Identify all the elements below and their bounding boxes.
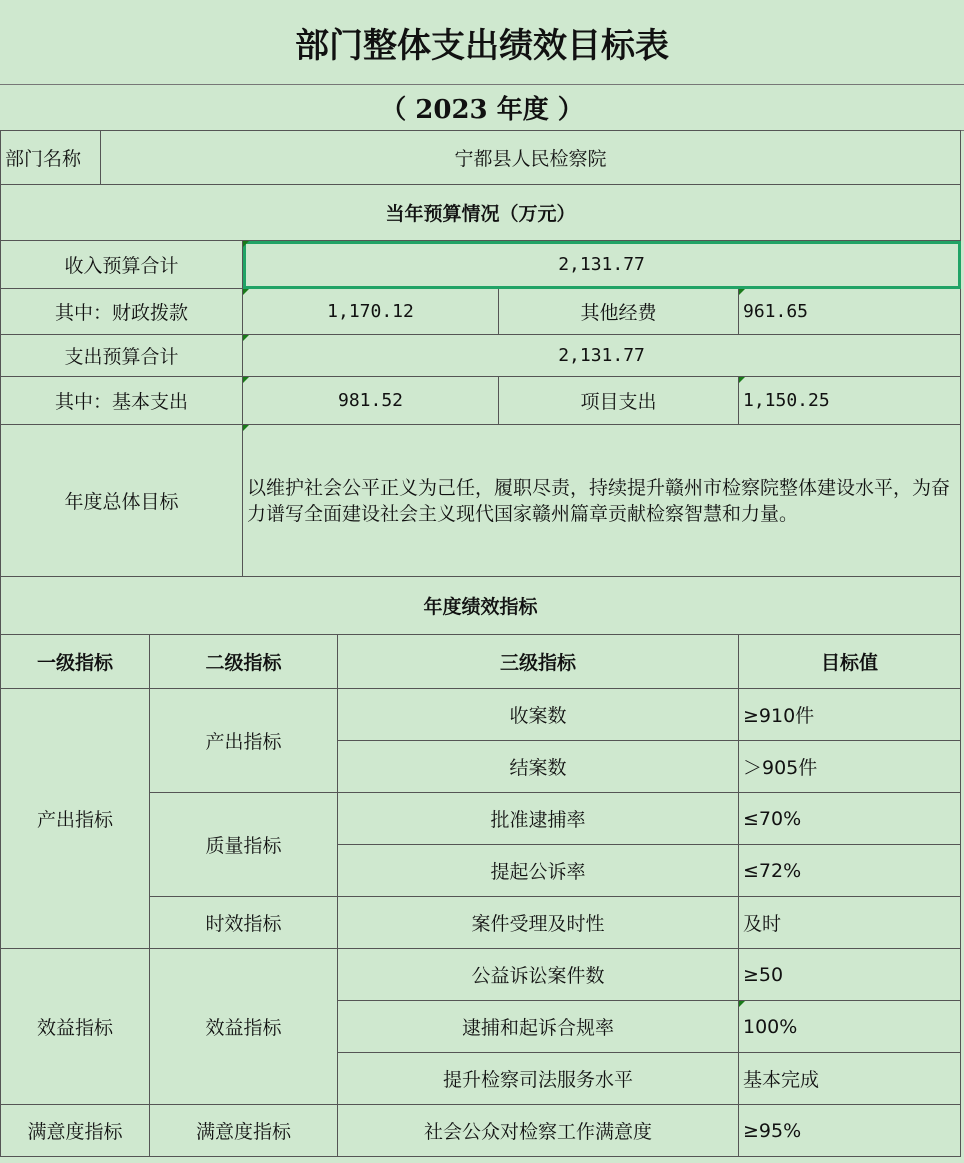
indicator-name[interactable]: 批准逮捕率 (338, 793, 739, 845)
fiscal-label[interactable]: 其中：财政拨款 (1, 289, 243, 335)
level1-benefit[interactable]: 效益指标 (1, 949, 150, 1105)
level1-satisfaction[interactable]: 满意度指标 (1, 1105, 150, 1157)
level2-satisfaction[interactable]: 满意度指标 (150, 1105, 338, 1157)
indicator-name[interactable]: 逮捕和起诉合规率 (338, 1001, 739, 1053)
budget-header[interactable]: 当年预算情况（万元） (1, 185, 961, 241)
expense-total-label[interactable]: 支出预算合计 (1, 335, 243, 377)
performance-table (0, 130, 961, 1157)
indicator-target[interactable]: 100% (739, 1001, 961, 1053)
indicator-name[interactable]: 结案数 (338, 741, 739, 793)
level2-time[interactable]: 时效指标 (150, 897, 338, 949)
year-subtitle: （ 2023 年度 ） (380, 94, 584, 125)
perf-header[interactable]: 年度绩效指标 (1, 577, 961, 635)
indicator-name[interactable]: 案件受理及时性 (338, 897, 739, 949)
indicator-target[interactable]: ≥50 (739, 949, 961, 1001)
indicator-target[interactable]: ＞905件 (739, 741, 961, 793)
project-value[interactable]: 1,150.25 (739, 377, 961, 425)
income-total-label[interactable]: 收入预算合计 (1, 241, 243, 289)
dept-label[interactable]: 部门名称 (1, 131, 101, 185)
level2-quality[interactable]: 质量指标 (150, 793, 338, 897)
indicator-target[interactable]: ≥95% (739, 1105, 961, 1157)
col-level3[interactable]: 三级指标 (338, 635, 739, 689)
indicator-name[interactable]: 社会公众对检察工作满意度 (338, 1105, 739, 1157)
project-label[interactable]: 项目支出 (499, 377, 739, 425)
level1-output[interactable]: 产出指标 (1, 689, 150, 949)
indicator-target[interactable]: ≤70% (739, 793, 961, 845)
other-value[interactable]: 961.65 (739, 289, 961, 335)
col-level2[interactable]: 二级指标 (150, 635, 338, 689)
level2-benefit[interactable]: 效益指标 (150, 949, 338, 1105)
col-target[interactable]: 目标值 (739, 635, 961, 689)
indicator-name[interactable]: 提起公诉率 (338, 845, 739, 897)
indicator-name[interactable]: 公益诉讼案件数 (338, 949, 739, 1001)
goal-text[interactable]: 以维护社会公平正义为己任，履职尽责，持续提升赣州市检察院整体建设水平，为奋力谱写全面建设社会主义现代国家赣州篇章贡献检察智慧和力量。 (243, 425, 961, 577)
indicator-target[interactable]: 基本完成 (739, 1053, 961, 1105)
indicator-target[interactable]: ≥910件 (739, 689, 961, 741)
page-title: 部门整体支出绩效目标表 (295, 25, 669, 66)
dept-value[interactable]: 宁都县人民检察院 (101, 131, 961, 185)
indicator-name[interactable]: 提升检察司法服务水平 (338, 1053, 739, 1105)
indicator-target[interactable]: ≤72% (739, 845, 961, 897)
basic-label[interactable]: 其中：基本支出 (1, 377, 243, 425)
goal-label[interactable]: 年度总体目标 (1, 425, 243, 577)
indicator-name[interactable]: 收案数 (338, 689, 739, 741)
fiscal-value[interactable]: 1,170.12 (243, 289, 499, 335)
level2-output[interactable]: 产出指标 (150, 689, 338, 793)
other-label[interactable]: 其他经费 (499, 289, 739, 335)
basic-value[interactable]: 981.52 (243, 377, 499, 425)
indicator-target[interactable]: 及时 (739, 897, 961, 949)
expense-total-value[interactable]: 2,131.77 (243, 335, 961, 377)
col-level1[interactable]: 一级指标 (1, 635, 150, 689)
income-total-value[interactable]: 2,131.77 (243, 241, 961, 289)
